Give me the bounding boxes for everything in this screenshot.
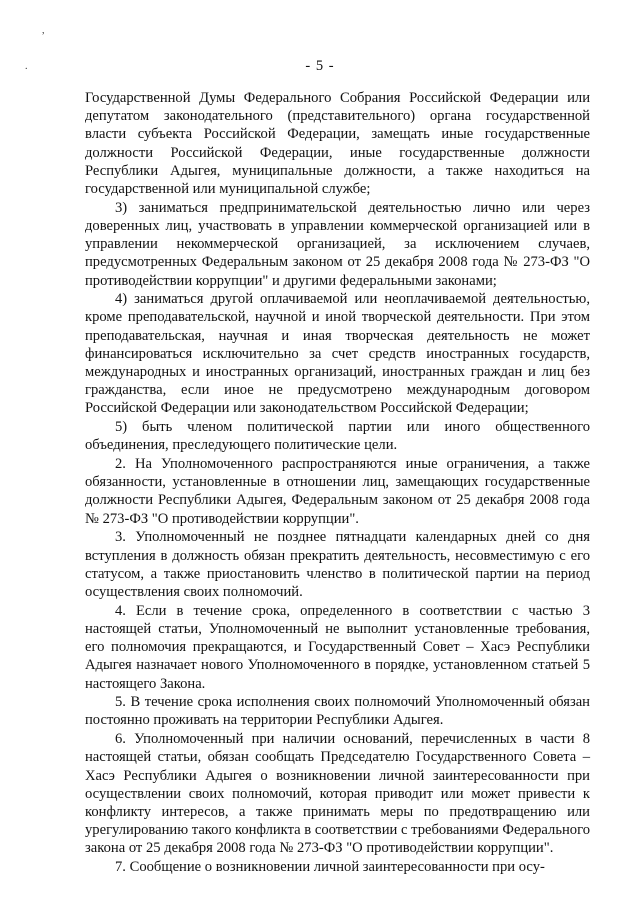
paragraph-part-4: 4. Если в течение срока, определенного в соответствии с частью 3 настоящей статьи, Уполномоченный не выполнит установленные требования, его полномочия прекращаются, и Государственный Совет – Хасэ Республики Адыгея назначает нового Уполномоченного в порядке, установленном статьей 5 настоящего Закона. <box>85 602 590 692</box>
scan-mark-dot: . <box>25 61 28 72</box>
paragraph-continuation: Государственной Думы Федерального Собрания Российской Федерации или депутатом законодательного (представительного) органа государственной власти субъекта Российской Федерации, замещать иные государственные должности Российской Федерации, иные государственные должности Республики Адыгея, муниципальные должности, а также находиться на государственной или муниципальной службе; <box>85 90 590 198</box>
paragraph-part-2: 2. На Уполномоченного распространяются иные ограничения, а также обязанности, установленные в отношении лиц, замещающих государственные должности Республики Адыгея, Федеральным законом от 25 декабря 2008 года № 273-ФЗ "О противодействии коррупции". <box>85 456 590 527</box>
paragraph-item-3: 3) заниматься предпринимательской деятельностью лично или через доверенных лиц, участвовать в управлении коммерческой организацией или в управлении некоммерческой организацией, за исключением случаев, предусмотренных Федеральным законом от 25 декабря 2008 года № 273-ФЗ "О противодействии коррупции" и другими федеральными законами; <box>85 199 590 289</box>
paragraph-part-5: 5. В течение срока исполнения своих полномочий Уполномоченный обязан постоянно проживать на территории Республики Адыгея. <box>85 694 590 729</box>
page-number: - 5 - <box>305 58 335 74</box>
paragraph-part-6: 6. Уполномоченный при наличии оснований, перечисленных в части 8 настоящей статьи, обязан сообщать Председателю Государственного Совета – Хасэ Республики Адыгея о возникновении личной заинтересованности при осуществлении своих полномочий, которая приводит или может привести к конфликту интересов, а также принимать меры по предотвращению или урегулированию такого конфликта в соответствии с требованиями Федерального закона от 25 декабря 2008 года № 273-ФЗ "О противодействии коррупции". <box>85 731 590 857</box>
paragraph-item-5: 5) быть членом политической партии или иного общественного объединения, преследующего политические цели. <box>85 419 590 454</box>
scan-mark-comma: , <box>42 25 45 36</box>
paragraph-part-3: 3. Уполномоченный не позднее пятнадцати календарных дней со дня вступления в должность обязан прекратить деятельность, несовместимую с его статусом, а также приостановить членство в политической партии на период осуществления своих полномочий. <box>85 529 590 600</box>
paragraph-item-4: 4) заниматься другой оплачиваемой или неоплачиваемой деятельностью, кроме преподавательской, научной и иной творческой деятельности. При этом преподавательская, научная и иная творческая деятельность не может финансироваться исключительно за счет средств иностранных государств, международных и иностранных организаций, иностранных граждан и лиц без гражданства, если иное не предусмотрено международным договором Российской Федерации или законодательством Российской Федерации; <box>85 291 590 417</box>
document-body <box>85 89 590 876</box>
paragraph-part-7: 7. Сообщение о возникновении личной заинтересованности при осу- <box>115 859 545 876</box>
